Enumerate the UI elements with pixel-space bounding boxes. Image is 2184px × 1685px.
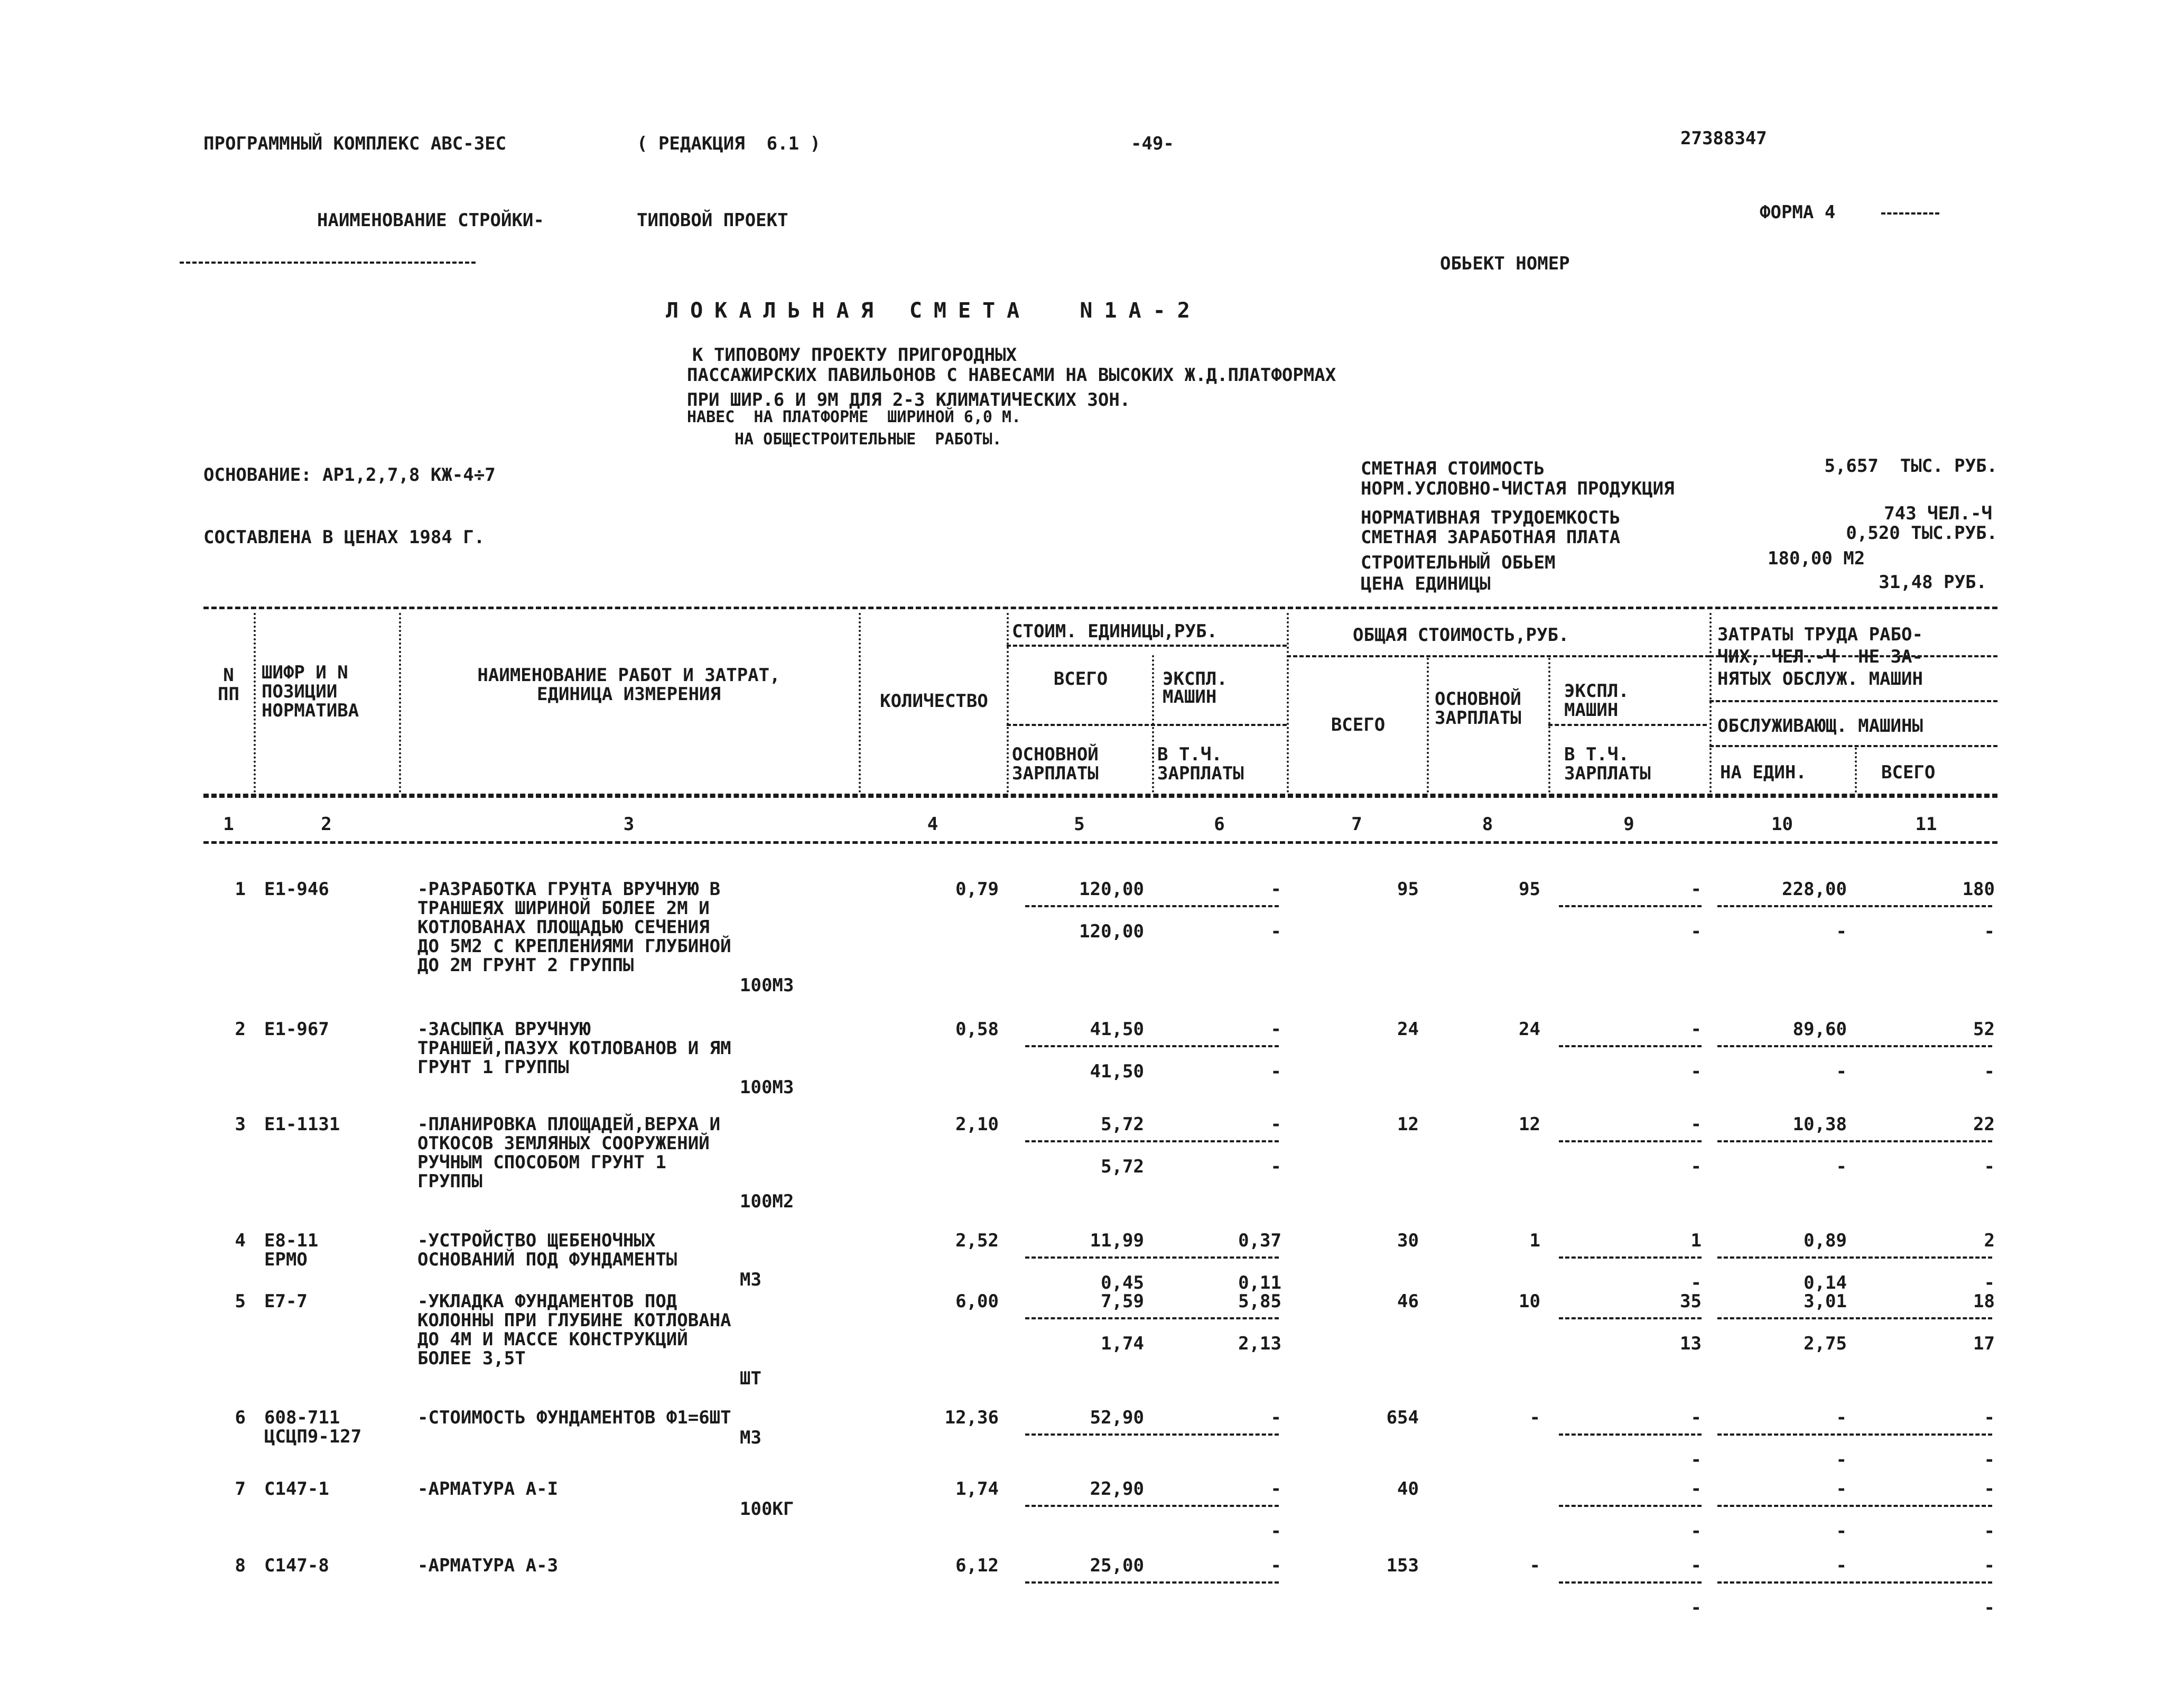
- column-number: 7: [1351, 814, 1362, 835]
- row-total-machines: -: [1690, 879, 1702, 900]
- row-total-incl-wage: -: [1690, 1156, 1702, 1177]
- column-number: 2: [321, 814, 332, 835]
- row-labor-total: 18: [1973, 1291, 1995, 1312]
- row-unit-machines: 0,37: [1238, 1230, 1281, 1251]
- construction-label: НАИМЕНОВАНИЕ СТРОЙКИ-: [317, 210, 544, 231]
- col-labor-sub: ОБСЛУЖИВАЮЩ. МАШИНЫ: [1717, 715, 1923, 737]
- header-top-rule: [203, 607, 1997, 609]
- row-unit-machines: 5,85: [1238, 1291, 1281, 1312]
- row-labor-total-machines: 17: [1973, 1333, 1995, 1354]
- row-code: 608-711 ЦСЦП9-127: [264, 1407, 362, 1447]
- col-unit-incl-wage: В Т.Ч. ЗАРПЛАТЫ: [1157, 744, 1244, 784]
- col-total-wage: ОСНОВНОЙ ЗАРПЛАТЫ: [1435, 688, 1521, 729]
- row-unit-total: 120,00: [1079, 879, 1144, 900]
- row-unit: 100М3: [740, 1077, 794, 1098]
- row-total-incl-wage: 13: [1680, 1333, 1702, 1354]
- summary-value-volume: 180,00 М2: [1768, 548, 1865, 569]
- row-total-machines: 1: [1690, 1230, 1702, 1251]
- row-quantity: 0,58: [955, 1019, 999, 1040]
- summary-label-product: НОРМ.УСЛОВНО-ЧИСТАЯ ПРОДУКЦИЯ: [1361, 478, 1675, 499]
- row-labor-rule: [1717, 1505, 1992, 1507]
- row-number: 7: [235, 1478, 246, 1500]
- row-unit-total: 22,90: [1090, 1478, 1144, 1500]
- row-labor-total-machines: -: [1984, 1272, 1995, 1293]
- row-labor-total-machines: -: [1984, 1521, 1995, 1542]
- summary-label-wage: СМЕТНАЯ ЗАРАБОТНАЯ ПЛАТА: [1361, 527, 1621, 548]
- row-total-wage: 1: [1529, 1230, 1540, 1251]
- row-total-machines: -: [1690, 1114, 1702, 1135]
- form-rule: [1881, 212, 1939, 215]
- row-total-wage: -: [1529, 1407, 1540, 1428]
- row-total-machines: -: [1690, 1478, 1702, 1500]
- row-total-incl-wage: -: [1690, 1597, 1702, 1618]
- row-labor-unit: 89,60: [1792, 1019, 1847, 1040]
- column-number: 9: [1623, 814, 1634, 835]
- row-labor-unit: 3,01: [1804, 1291, 1847, 1312]
- row-total-incl-wage: -: [1690, 1272, 1702, 1293]
- row-labor-rule: [1717, 1317, 1992, 1319]
- row-total-incl-wage: -: [1690, 1449, 1702, 1470]
- row-labor-unit-machines: 0,14: [1804, 1272, 1847, 1293]
- row-total-machines-rule: [1559, 905, 1702, 907]
- row-labor-total-machines: -: [1984, 1061, 1995, 1082]
- title-line-2: ПАССАЖИРСКИХ ПАВИЛЬОНОВ С НАВЕСАМИ НА ВЫСОКИХ Ж.Д.ПЛАТФОРМАХ: [687, 365, 1336, 386]
- row-unit-cost-rule: [1025, 905, 1279, 907]
- row-total-machines-rule: [1559, 1433, 1702, 1436]
- row-total-all: 95: [1397, 879, 1419, 900]
- row-code: Е1-946: [264, 879, 329, 900]
- col-name: НАИМЕНОВАНИЕ РАБОТ И ЗАТРАТ, ЕДИНИЦА ИЗМЕРЕНИЯ: [477, 665, 780, 705]
- summary-label-unit-price: ЦЕНА ЕДИНИЦЫ: [1361, 573, 1491, 594]
- edition: ( РЕДАКЦИЯ 6.1 ): [637, 133, 821, 154]
- row-labor-total: -: [1984, 1407, 1995, 1428]
- title-line-5: НА ОБЩЕСТРОИТЕЛЬНЫЕ РАБОТЫ.: [735, 430, 1002, 449]
- basis: ОСНОВАНИЕ: АР1,2,7,8 КЖ-4÷7: [203, 464, 496, 486]
- row-total-incl-wage: -: [1690, 1061, 1702, 1082]
- row-unit-incl-wage: -: [1270, 1061, 1281, 1082]
- row-labor-unit-machines: -: [1836, 1521, 1847, 1542]
- row-unit: ШТ: [740, 1368, 761, 1389]
- row-unit-incl-wage: 2,13: [1238, 1333, 1281, 1354]
- row-labor-rule: [1717, 1433, 1992, 1436]
- row-unit-cost-rule: [1025, 1317, 1279, 1319]
- row-number: 3: [235, 1114, 246, 1135]
- row-unit-total: 52,90: [1090, 1407, 1144, 1428]
- row-number: 6: [235, 1407, 246, 1428]
- row-number: 1: [235, 879, 246, 900]
- row-labor-total: 2: [1984, 1230, 1995, 1251]
- header-rule-left: [180, 262, 476, 264]
- row-total-machines: 35: [1680, 1291, 1702, 1312]
- row-labor-unit: -: [1836, 1555, 1847, 1576]
- row-total-machines: -: [1690, 1019, 1702, 1040]
- col-labor-total: ВСЕГО: [1881, 762, 1936, 783]
- row-unit-wage: 0,45: [1101, 1272, 1144, 1293]
- row-labor-total: 22: [1973, 1114, 1995, 1135]
- row-total-wage: -: [1529, 1555, 1540, 1576]
- row-total-machines-rule: [1559, 1317, 1702, 1319]
- row-unit-incl-wage: -: [1270, 1521, 1281, 1542]
- row-total-machines-rule: [1559, 1581, 1702, 1584]
- title-line-4: НАВЕС НА ПЛАТФОРМЕ ШИРИНОЙ 6,0 М.: [687, 408, 1021, 426]
- row-unit-total: 7,59: [1101, 1291, 1144, 1312]
- row-labor-rule: [1717, 1581, 1992, 1584]
- row-quantity: 6,12: [955, 1555, 999, 1576]
- program-name: ПРОГРАММНЫЙ КОМПЛЕКС АВС-ЗЕС: [203, 133, 507, 154]
- row-total-wage: 95: [1519, 879, 1540, 900]
- row-total-machines-rule: [1559, 1140, 1702, 1142]
- row-total-wage: 12: [1519, 1114, 1540, 1135]
- page-number: -49-: [1131, 133, 1174, 154]
- col-unit-machines: ЭКСПЛ. МАШИН: [1163, 668, 1228, 707]
- summary-label-estimate: СМЕТНАЯ СТОИМОСТЬ: [1361, 458, 1545, 479]
- row-labor-unit: -: [1836, 1407, 1847, 1428]
- col-code: ШИФР И N ПОЗИЦИИ НОРМАТИВА: [262, 662, 359, 721]
- row-unit-incl-wage: -: [1270, 921, 1281, 942]
- row-number: 5: [235, 1291, 246, 1312]
- document-title: ЛОКАЛЬНАЯ СМЕТА N1А-2: [666, 299, 1202, 323]
- row-unit-cost-rule: [1025, 1433, 1279, 1436]
- row-labor-rule: [1717, 1140, 1992, 1142]
- summary-label-labor: НОРМАТИВНАЯ ТРУДОЕМКОСТЬ: [1361, 507, 1621, 528]
- row-unit-wage: 5,72: [1101, 1156, 1144, 1177]
- row-total-wage: 10: [1519, 1291, 1540, 1312]
- row-code: С147-1: [264, 1478, 329, 1500]
- row-name: -АРМАТУРА А-I: [417, 1478, 559, 1500]
- row-unit-machines: -: [1270, 1407, 1281, 1428]
- construction-value: ТИПОВОЙ ПРОЕКТ: [637, 210, 788, 231]
- row-unit-machines: -: [1270, 1114, 1281, 1135]
- row-total-all: 654: [1386, 1407, 1419, 1428]
- summary-value-labor: 743 ЧЕЛ.-Ч: [1884, 503, 1992, 524]
- col-unit-total: ВСЕГО: [1053, 668, 1108, 690]
- row-labor-total-machines: -: [1984, 921, 1995, 942]
- row-labor-unit-machines: -: [1836, 1156, 1847, 1177]
- row-labor-total: -: [1984, 1478, 1995, 1500]
- document-number: 27388347: [1680, 128, 1767, 149]
- row-labor-unit: -: [1836, 1478, 1847, 1500]
- row-name: -ПЛАНИРОВКА ПЛОЩАДЕЙ,ВЕРХА И ОТКОСОВ ЗЕМЛЯНЫХ СООРУЖЕНИЙ РУЧНЫМ СПОСОБОМ ГРУНТ 1 ГРУППЫ: [417, 1114, 721, 1192]
- row-total-all: 40: [1397, 1478, 1419, 1500]
- row-quantity: 2,52: [955, 1230, 999, 1251]
- col-total-machines: ЭКСПЛ. МАШИН: [1564, 681, 1629, 721]
- row-total-all: 24: [1397, 1019, 1419, 1040]
- row-code: Е1-967: [264, 1019, 329, 1040]
- row-unit-wage: 120,00: [1079, 921, 1144, 942]
- row-unit-total: 11,99: [1090, 1230, 1144, 1251]
- row-name: -УКЛАДКА ФУНДАМЕНТОВ ПОД КОЛОННЫ ПРИ ГЛУБИНЕ КОТЛОВАНА ДО 4М И МАССЕ КОНСТРУКЦИЙ БОЛЕЕ 3,5Т: [417, 1291, 731, 1369]
- row-name: -РАЗРАБОТКА ГРУНТА ВРУЧНУЮ В ТРАНШЕЯХ ШИРИНОЙ БОЛЕЕ 2М И КОТЛОВАНАХ ПЛОЩАДЬЮ СЕЧЕНИЯ ДО 5М2 С КРЕПЛЕНИЯМИ ГЛУБИНОЙ ДО 2М ГРУНТ 2 ГРУППЫ: [417, 879, 731, 976]
- row-total-wage: 24: [1519, 1019, 1540, 1040]
- col-n: N ПП: [218, 665, 239, 705]
- row-unit-total: 41,50: [1090, 1019, 1144, 1040]
- row-code: Е8-11 ЕРМО: [264, 1230, 319, 1270]
- summary-value-wage: 0,520 ТЫС.РУБ.: [1846, 523, 1997, 544]
- row-name: -АРМАТУРА А-3: [417, 1555, 559, 1576]
- row-unit-cost-rule: [1025, 1140, 1279, 1142]
- column-number: 6: [1214, 814, 1225, 835]
- col-quantity: КОЛИЧЕСТВО: [880, 691, 988, 712]
- row-number: 4: [235, 1230, 246, 1251]
- row-number: 8: [235, 1555, 246, 1576]
- col-total-all: ВСЕГО: [1331, 714, 1386, 736]
- row-unit-wage: 1,74: [1101, 1333, 1144, 1354]
- row-total-machines-rule: [1559, 1256, 1702, 1259]
- row-unit-machines: -: [1270, 1019, 1281, 1040]
- row-labor-unit-machines: 2,75: [1804, 1333, 1847, 1354]
- row-labor-unit-machines: -: [1836, 921, 1847, 942]
- row-total-machines: -: [1690, 1555, 1702, 1576]
- price-level: СОСТАВЛЕНА В ЦЕНАХ 1984 Г.: [203, 527, 485, 548]
- column-number: 3: [623, 814, 635, 835]
- row-unit-incl-wage: 0,11: [1238, 1272, 1281, 1293]
- row-labor-total-machines: -: [1984, 1449, 1995, 1470]
- row-unit: 100М2: [740, 1191, 794, 1212]
- row-labor-total: 52: [1973, 1019, 1995, 1040]
- summary-value-unit-price: 31,48 РУБ.: [1879, 572, 1987, 593]
- title-line-3: ПРИ ШИР.6 И 9М ДЛЯ 2-3 КЛИМАТИЧЕСКИХ ЗОН.: [687, 389, 1131, 411]
- row-labor-unit: 10,38: [1792, 1114, 1847, 1135]
- row-unit: 100М3: [740, 975, 794, 996]
- row-total-all: 12: [1397, 1114, 1419, 1135]
- row-name: -ЗАСЫПКА ВРУЧНУЮ ТРАНШЕЙ,ПАЗУХ КОТЛОВАНОВ И ЯМ ГРУНТ 1 ГРУППЫ: [417, 1019, 731, 1078]
- column-number: 1: [223, 814, 234, 835]
- row-unit-total: 25,00: [1090, 1555, 1144, 1576]
- column-number: 5: [1074, 814, 1085, 835]
- column-number: 10: [1771, 814, 1793, 835]
- row-labor-total: 180: [1962, 879, 1995, 900]
- row-labor-unit: 0,89: [1804, 1230, 1847, 1251]
- row-total-incl-wage: -: [1690, 1521, 1702, 1542]
- col-unit-cost: СТОИМ. ЕДИНИЦЫ,РУБ.: [1012, 621, 1218, 642]
- row-name: -СТОИМОСТЬ ФУНДАМЕНТОВ Ф1=6ШТ: [417, 1407, 731, 1428]
- row-quantity: 12,36: [944, 1407, 999, 1428]
- row-labor-total: -: [1984, 1555, 1995, 1576]
- row-code: С147-8: [264, 1555, 329, 1576]
- row-unit: 100КГ: [740, 1498, 794, 1520]
- row-total-incl-wage: -: [1690, 921, 1702, 942]
- row-total-all: 153: [1386, 1555, 1419, 1576]
- row-quantity: 2,10: [955, 1114, 999, 1135]
- row-unit-machines: -: [1270, 1478, 1281, 1500]
- col-total-cost: ОБЩАЯ СТОИМОСТЬ,РУБ.: [1353, 625, 1569, 646]
- row-unit-machines: -: [1270, 879, 1281, 900]
- form-label: ФОРМА 4: [1760, 202, 1836, 223]
- row-code: Е7-7: [264, 1291, 308, 1312]
- row-unit-wage: 41,50: [1090, 1061, 1144, 1082]
- col-labor-unit: НА ЕДИН.: [1720, 762, 1807, 783]
- row-quantity: 1,74: [955, 1478, 999, 1500]
- row-labor-rule: [1717, 1256, 1992, 1259]
- row-unit: М3: [740, 1427, 761, 1448]
- row-labor-total-machines: -: [1984, 1597, 1995, 1618]
- summary-label-volume: СТРОИТЕЛЬНЫЙ ОБЬЕМ: [1361, 552, 1556, 573]
- column-number: 11: [1915, 814, 1937, 835]
- row-unit-cost-rule: [1025, 1505, 1279, 1507]
- row-labor-rule: [1717, 905, 1992, 907]
- row-unit-incl-wage: -: [1270, 1156, 1281, 1177]
- col-unit-wage: ОСНОВНОЙ ЗАРПЛАТЫ: [1012, 744, 1099, 784]
- summary-value-estimate: 5,657 ТЫС. РУБ.: [1824, 455, 1997, 477]
- col-labor: ЗАТРАТЫ ТРУДА РАБО- ЧИХ, ЧЕЛ.-Ч НЕ ЗА- НЯТЫХ ОБСЛУЖ. МАШИН: [1717, 624, 1923, 690]
- row-unit-machines: -: [1270, 1555, 1281, 1576]
- col-total-incl-wage: В Т.Ч. ЗАРПЛАТЫ: [1564, 744, 1651, 784]
- row-unit-cost-rule: [1025, 1045, 1279, 1047]
- row-total-machines: -: [1690, 1407, 1702, 1428]
- row-labor-unit: 228,00: [1782, 879, 1847, 900]
- row-unit: М3: [740, 1269, 761, 1290]
- row-unit-cost-rule: [1025, 1256, 1279, 1259]
- row-labor-rule: [1717, 1045, 1992, 1047]
- row-total-machines-rule: [1559, 1045, 1702, 1047]
- row-unit-cost-rule: [1025, 1581, 1279, 1584]
- row-labor-total-machines: -: [1984, 1156, 1995, 1177]
- row-total-all: 46: [1397, 1291, 1419, 1312]
- row-quantity: 6,00: [955, 1291, 999, 1312]
- object-label: ОБЬЕКТ НОМЕР: [1440, 253, 1570, 274]
- column-number: 8: [1482, 814, 1493, 835]
- row-unit-total: 5,72: [1101, 1114, 1144, 1135]
- row-total-machines-rule: [1559, 1505, 1702, 1507]
- row-code: Е1-1131: [264, 1114, 340, 1135]
- row-number: 2: [235, 1019, 246, 1040]
- row-total-all: 30: [1397, 1230, 1419, 1251]
- row-labor-unit-machines: -: [1836, 1061, 1847, 1082]
- column-number: 4: [927, 814, 938, 835]
- row-quantity: 0,79: [955, 879, 999, 900]
- row-name: -УСТРОЙСТВО ЩЕБЕНОЧНЫХ ОСНОВАНИЙ ПОД ФУНДАМЕНТЫ: [417, 1230, 677, 1270]
- row-labor-unit-machines: -: [1836, 1449, 1847, 1470]
- title-line-1: К ТИПОВОМУ ПРОЕКТУ ПРИГОРОДНЫХ: [692, 345, 1017, 366]
